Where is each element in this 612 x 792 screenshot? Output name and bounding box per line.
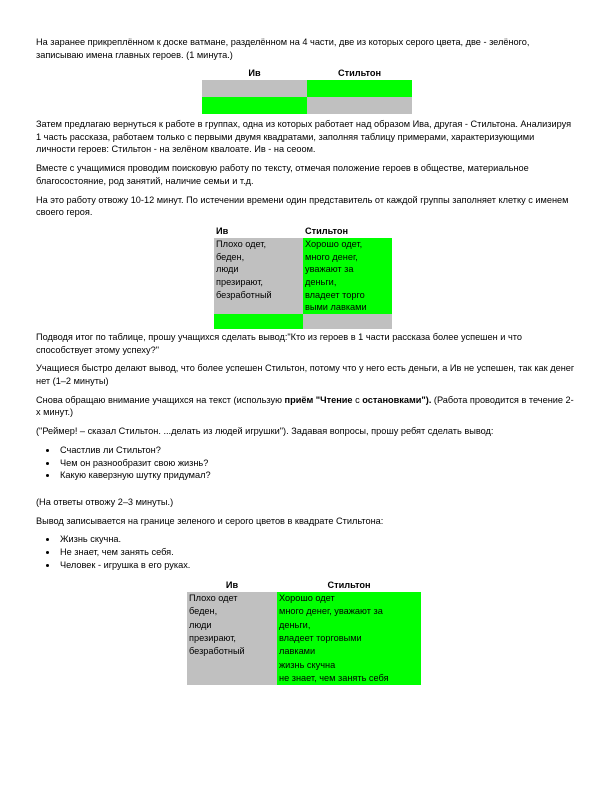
header-iv: Ив — [225, 580, 239, 591]
text: Снова обращаю внимание учащихся на текст (использую — [36, 394, 285, 405]
stilton-trait: Хорошо одет — [279, 593, 335, 603]
header-iv: Ив — [216, 225, 229, 236]
stilton-trait: владеет торго — [305, 289, 365, 300]
stilton-trait: деньги, — [305, 276, 337, 287]
cell-iv-traits — [187, 592, 277, 685]
list-item: • Не знает, чем занять себя. — [58, 546, 576, 559]
stilton-trait: уважают за — [305, 264, 354, 275]
iv-trait: безработный — [189, 646, 245, 657]
paragraph-conclusion: Учащиеся быстро делают вывод, что более успешен Стильтон, потому что у него есть деньги, а Ив не успешен, так как денег нет (1–2 минуты) — [36, 363, 575, 387]
table-header-row — [187, 579, 421, 592]
text: (Работа проводится в течение 2-х минут.) — [36, 394, 574, 418]
iv-trait: люди — [189, 619, 212, 630]
iv-trait: Плохо одет — [189, 593, 238, 603]
cell-grey-bottom — [307, 97, 412, 114]
paragraph-reading-method — [36, 394, 576, 419]
paragraph-summary: Подводя итог по таблице, прошу учащихся сделать вывод:"Кто из героев в 1 части рассказа более успешен и что способствует этому успеху?" — [36, 332, 522, 355]
table-heroes-empty — [202, 67, 412, 114]
cell-green-bottom — [202, 97, 307, 114]
stilton-trait: деньги, — [279, 619, 311, 630]
list-item: • Какую каверзную шутку придумал? — [58, 469, 576, 482]
cell-stilton-traits — [303, 238, 392, 314]
iv-trait: беден, — [216, 251, 245, 262]
stilton-trait: выми лавками — [305, 302, 367, 313]
stilton-trait: много денег, уважают за — [279, 606, 383, 617]
table-row — [214, 238, 392, 314]
cell-stilton-traits — [277, 592, 421, 685]
header-stilton: Стильтон — [338, 68, 381, 79]
paragraph-answer-time: (На ответы отвожу 2–3 минуты.) — [36, 496, 174, 507]
table-row — [214, 314, 392, 329]
bold-text: приём "Чтение — [284, 394, 353, 405]
list-item: • Счастлив ли Стильтон? — [58, 444, 576, 457]
table-row — [202, 97, 412, 114]
stilton-trait: жизнь скучна — [279, 659, 336, 670]
iv-trait: Плохо одет, — [216, 238, 267, 249]
header-stilton: Стильтон — [327, 580, 371, 591]
list-item: • Чем он разнообразит свою жизнь? — [58, 457, 576, 470]
paragraph-search: Вместе с учащимися проводим поисковую работу по тексту, отмечая положение героев в обществе, материальное благосостояние, род занятий, наличие семьи и т.д. — [36, 163, 529, 186]
paragraph-groups: Затем предлагаю вернуться к работе в группах, одна из которых работает над образом Ива, другая - Стильтона. Анализируя 1 часть рассказа, работаем только с первыми двумя квадратами, заполняя таблицу примерами, характеризующими личности героев: Стильтон - на зелёном квалоате. Ив - на сеоом. — [36, 119, 572, 155]
paragraph-quote: ("Реймер! – сказал Стильтон. ...делать из людей игрушки"). Задавая вопросы, прошу ребят сделать вывод: — [36, 426, 494, 437]
cell-green-top — [307, 80, 412, 97]
iv-trait: люди — [216, 264, 239, 275]
list-item: • Человек - игрушка в его руках. — [58, 559, 576, 572]
list-item: • Жизнь скучна. — [58, 533, 576, 546]
text: с — [352, 394, 363, 405]
iv-trait: беден, — [189, 606, 218, 617]
cell-grey-top — [202, 80, 307, 97]
document-page — [36, 36, 576, 685]
paragraph-border-note: Вывод записывается на границе зеленого и серого цветов в квадрате Стильтона: — [36, 515, 384, 526]
stilton-trait: много денег, — [305, 251, 358, 262]
table-row — [202, 80, 412, 97]
table-heroes-final — [187, 579, 421, 685]
bold-text: остановками"). — [362, 394, 432, 405]
cell-green-bottom — [214, 314, 303, 329]
paragraph-intro: На заранее прикреплённом к доске ватмане, разделённом на 4 части, две из которых серого цвета, две - зелёного, записываю имена главных героев. (1 минута.) — [36, 37, 530, 60]
stilton-trait: лавками — [279, 646, 316, 657]
questions-list — [36, 444, 576, 482]
iv-trait: безработный — [216, 289, 272, 300]
stilton-trait: не знает, чем занять себя — [279, 673, 389, 684]
header-stilton: Стильтон — [305, 225, 348, 236]
stilton-trait: Хорошо одет, — [305, 238, 363, 249]
table-header-row — [202, 67, 412, 80]
table-header-row — [214, 225, 392, 238]
stilton-trait: владеет торговыми — [279, 633, 362, 644]
conclusions-list — [36, 533, 576, 571]
cell-iv-traits — [214, 238, 303, 314]
paragraph-time: На это работу отвожу 10-12 минут. По истечении времени один представитель от каждой группы заполняет клетку с именем своего героя. — [36, 194, 569, 218]
iv-trait: презирают, — [189, 633, 236, 644]
table-row — [187, 592, 421, 685]
cell-grey-bottom — [303, 314, 392, 329]
table-heroes-part1 — [214, 225, 392, 329]
iv-trait: презирают, — [216, 276, 263, 287]
header-iv: Ив — [248, 68, 261, 79]
